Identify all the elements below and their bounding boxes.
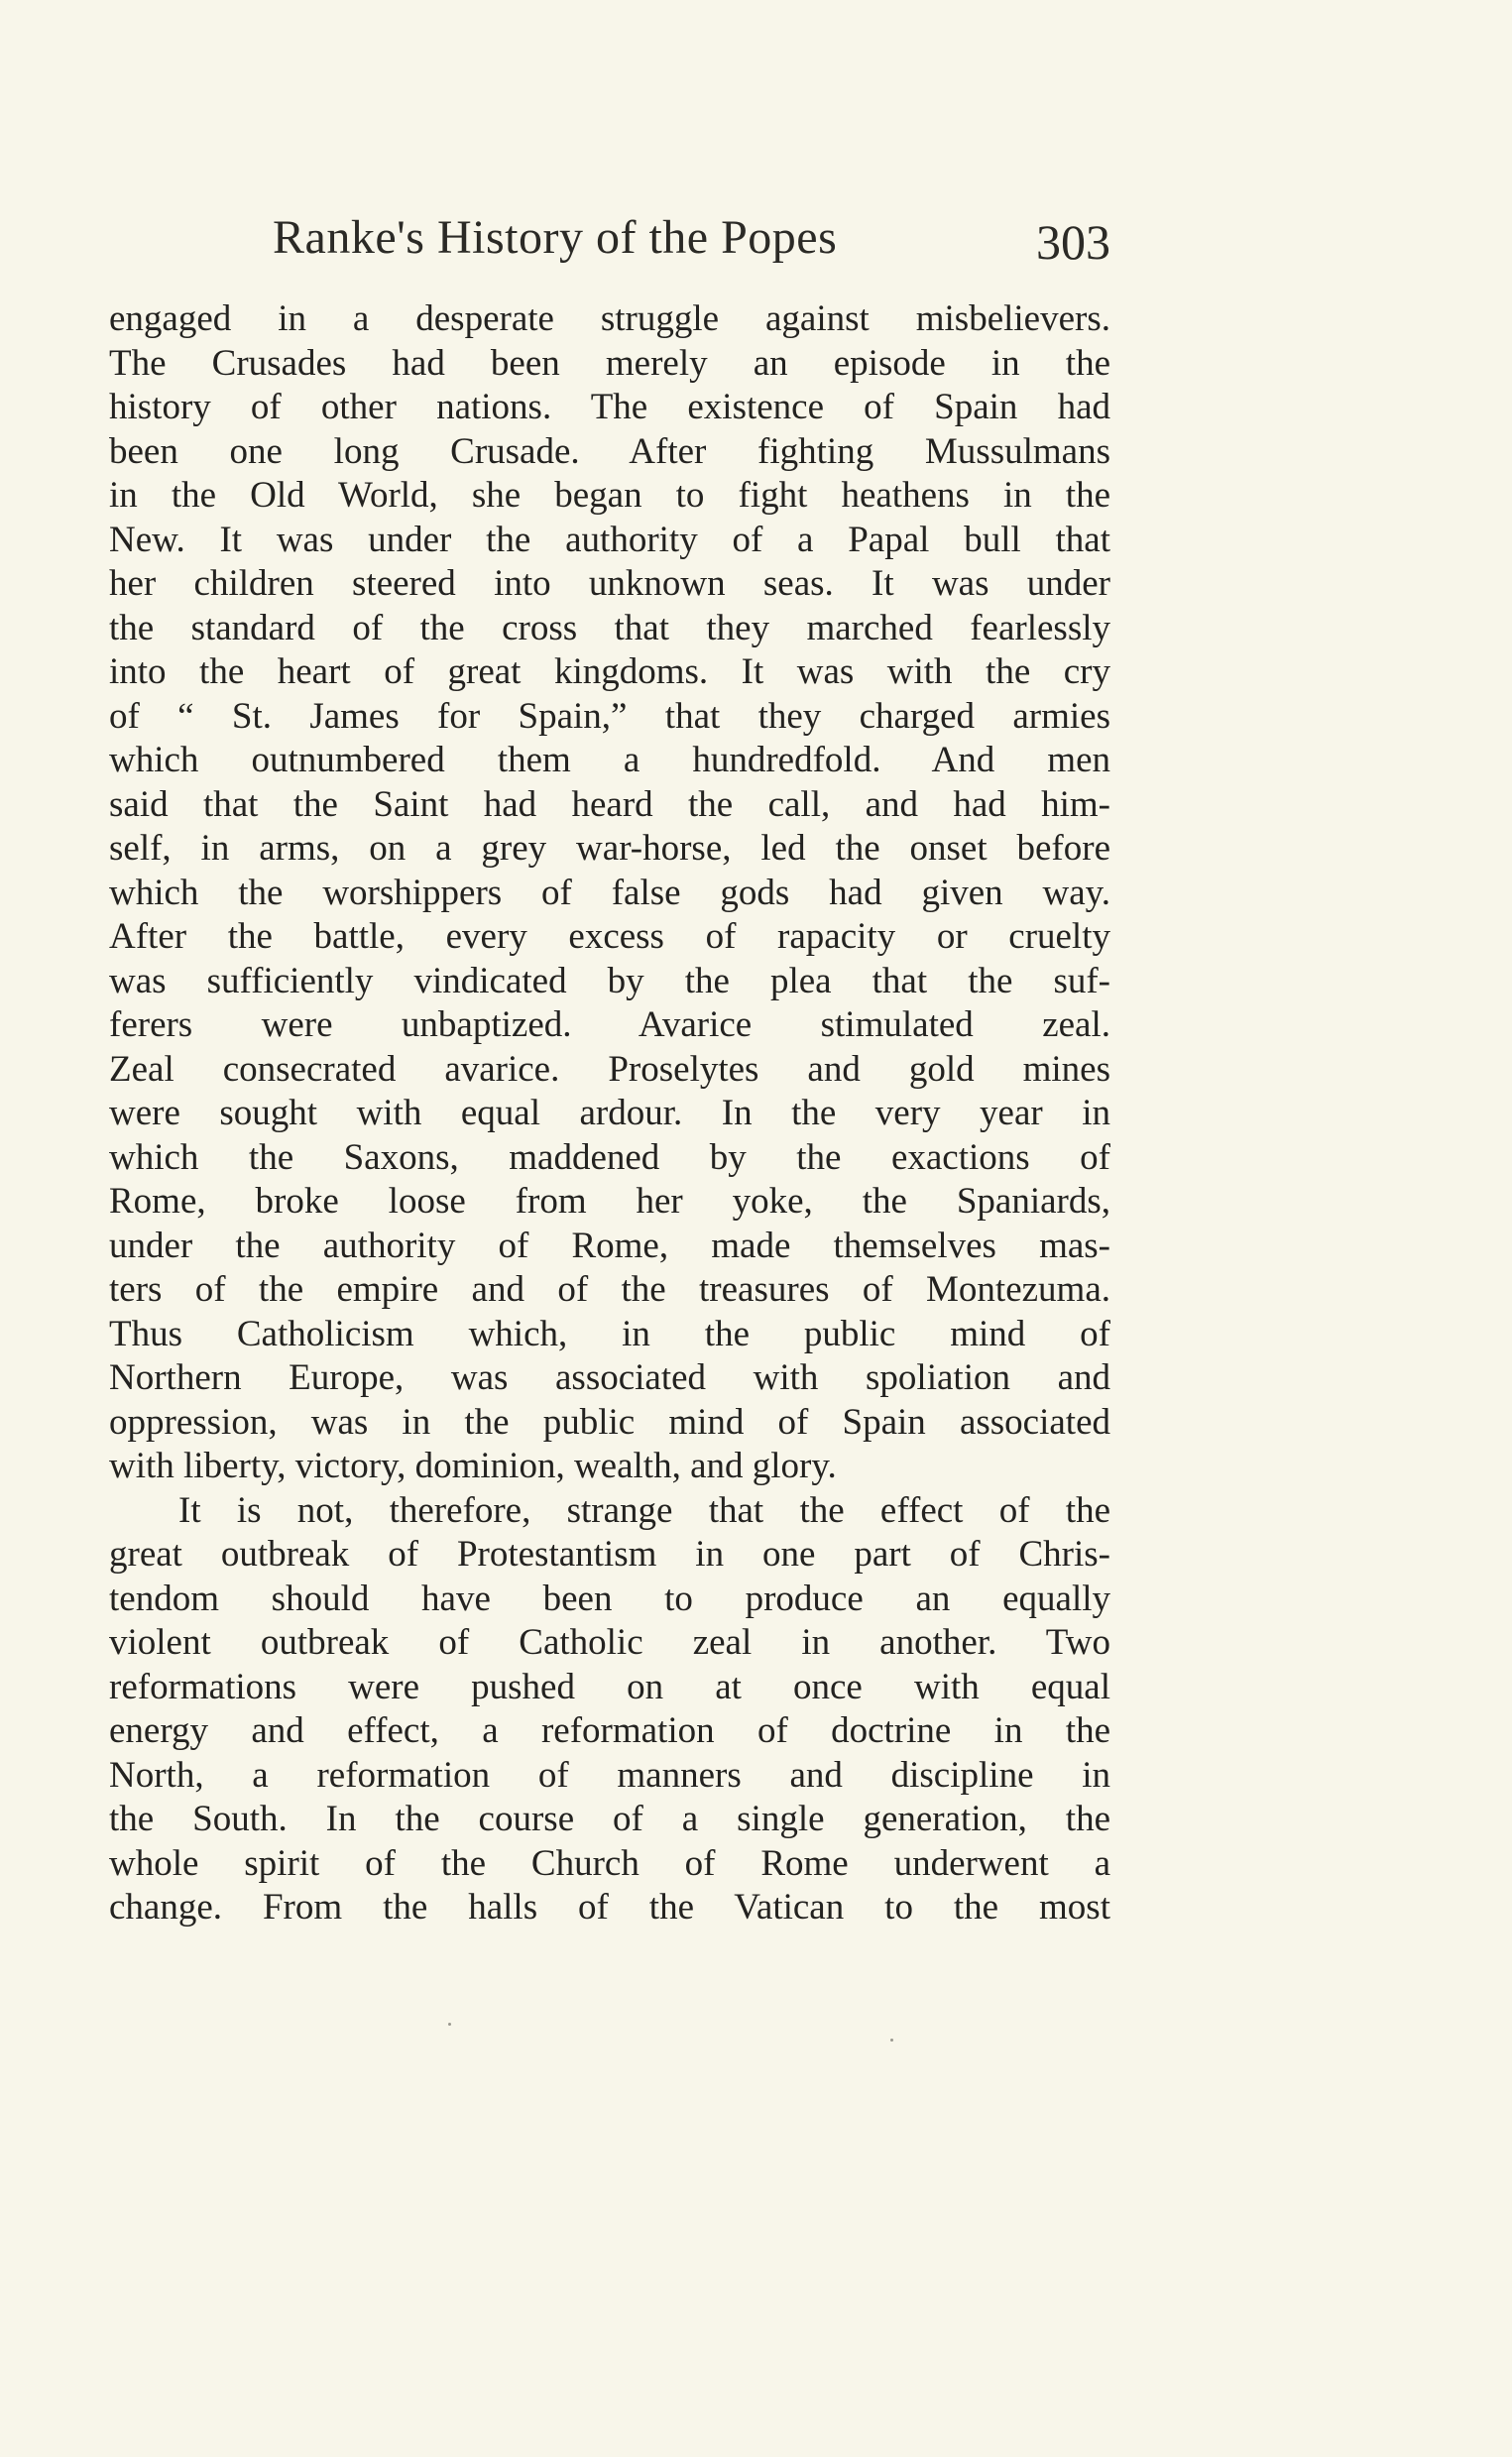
text-line: North, a reformation of manners and discipline in <box>109 1754 1110 1796</box>
text-line: ferers were unbaptized. Avarice stimulated zeal. <box>109 1004 1110 1045</box>
text-line: of “ St. James for Spain,” that they charged armies <box>109 695 1110 737</box>
text-line: which the worshippers of false gods had given way. <box>109 872 1110 913</box>
text-line: Zeal consecrated avarice. Proselytes and gold mines <box>109 1048 1110 1090</box>
text-line: ters of the empire and of the treasures of Montezuma. <box>109 1269 1110 1310</box>
text-line: was sufficiently vindicated by the plea that the suf- <box>109 960 1110 1001</box>
text-line: the standard of the cross that they marched fearlessly <box>109 607 1110 648</box>
text-line: with liberty, victory, dominion, wealth, and glory. <box>109 1446 837 1486</box>
text-line: reformations were pushed on at once with equal <box>109 1666 1110 1707</box>
text-line: self, in arms, on a grey war-horse, led the onset before <box>109 828 1110 869</box>
paper-speck <box>448 2023 451 2026</box>
text-line: under the authority of Rome, made themselves mas- <box>109 1225 1110 1266</box>
text-line: which the Saxons, maddened by the exactions of <box>109 1136 1110 1178</box>
paragraph-1 <box>109 297 1110 1489</box>
paper-speck <box>890 2039 893 2042</box>
text-line: into the heart of great kingdoms. It was with the cry <box>109 651 1110 692</box>
text-line: her children steered into unknown seas. It was under <box>109 563 1110 604</box>
text-line: which outnumbered them a hundredfold. And men <box>109 740 1110 780</box>
text-line: Northern Europe, was associated with spoliation and <box>109 1357 1110 1398</box>
text-line: the South. In the course of a single generation, the <box>109 1799 1110 1839</box>
text-line: were sought with equal ardour. In the very year in <box>109 1093 1110 1133</box>
text-line: oppression, was in the public mind of Spain associated <box>109 1401 1110 1443</box>
text-line: New. It was under the authority of a Papal bull that <box>109 519 1110 560</box>
text-line: Thus Catholicism which, in the public mind of <box>109 1313 1110 1354</box>
text-line: Rome, broke loose from her yoke, the Spaniards, <box>109 1181 1110 1222</box>
running-title: Ranke's History of the Popes <box>273 211 838 264</box>
paragraph-2 <box>109 1489 1110 1930</box>
text-line: in the Old World, she began to fight heathens in the <box>109 475 1110 516</box>
text-line: The Crusades had been merely an episode in the <box>109 342 1110 384</box>
text-line: violent outbreak of Catholic zeal in another. Two <box>109 1622 1110 1663</box>
text-line: history of other nations. The existence of Spain had <box>109 387 1110 427</box>
body-text <box>109 297 1110 1930</box>
text-line: whole spirit of the Church of Rome underwent a <box>109 1842 1110 1884</box>
text-line: tendom should have been to produce an equally <box>109 1578 1110 1619</box>
text-line: great outbreak of Protestantism in one part of Chris- <box>109 1534 1110 1575</box>
text-line: change. From the halls of the Vatican to the most <box>109 1887 1110 1928</box>
text-line: It is not, therefore, strange that the effect of the <box>178 1489 1110 1531</box>
text-line: engaged in a desperate struggle against misbelievers. <box>109 298 1110 339</box>
text-line: said that the Saint had heard the call, and had him- <box>109 783 1110 825</box>
text-line: been one long Crusade. After fighting Mussulmans <box>109 430 1110 472</box>
text-line: After the battle, every excess of rapacity or cruelty <box>109 916 1110 957</box>
text-line: energy and effect, a reformation of doctrine in the <box>109 1710 1110 1751</box>
running-head <box>109 203 1110 273</box>
page-number: 303 <box>1036 214 1110 270</box>
